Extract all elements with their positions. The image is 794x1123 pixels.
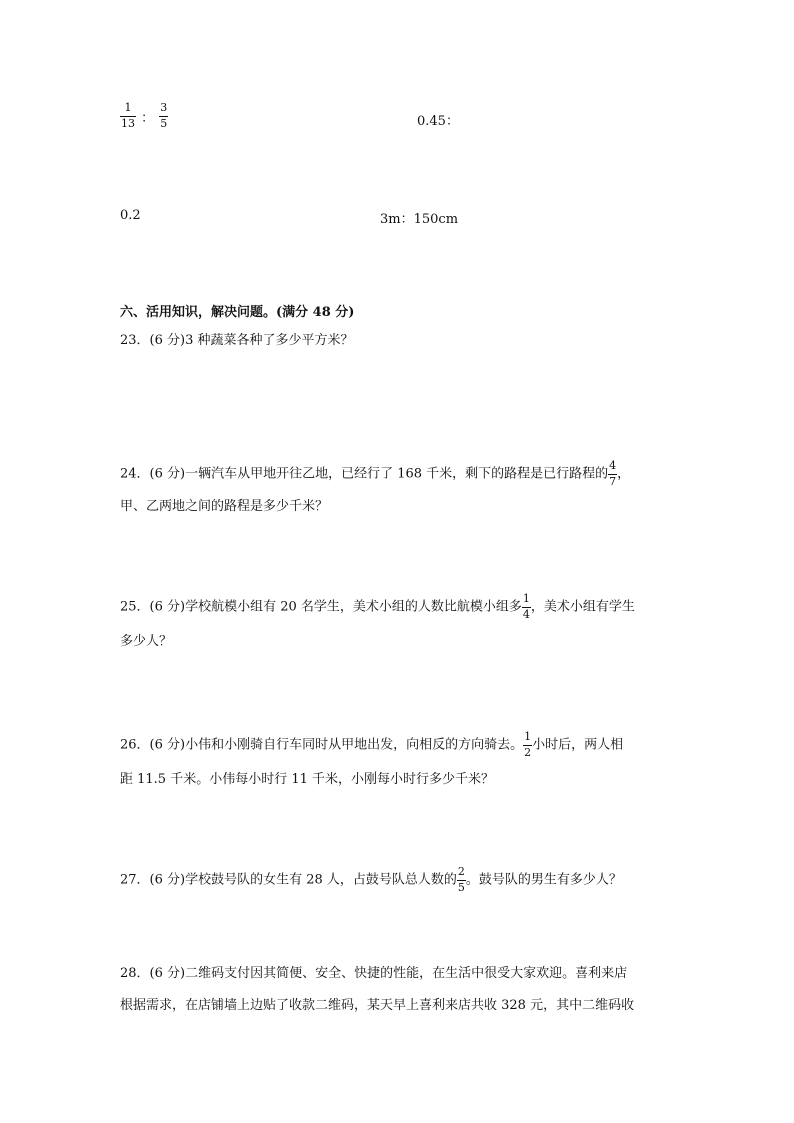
fraction — [523, 731, 532, 759]
fraction — [522, 593, 531, 621]
question-text: 。鼓号队的男生有多少人？ — [465, 872, 622, 888]
ratio-expression-decimal: 0.45： — [417, 114, 459, 129]
ratio-expression-fractions — [120, 102, 168, 130]
fraction — [159, 102, 168, 130]
fraction-numerator: 1 — [124, 101, 132, 114]
question-27 — [120, 866, 622, 894]
fraction-denominator: 2 — [524, 745, 532, 759]
fraction-numerator: 3 — [160, 101, 168, 114]
question-text: 小时后，两人相 — [532, 737, 624, 753]
question-24-line-2: 甲、乙两地之间的路程是多少千米？ — [120, 499, 329, 514]
question-28-line-2: 根据需求，在店铺墙上边贴了收款二维码，某天早上喜利来店共收 328 元，其中二维码收 — [120, 998, 635, 1013]
fraction-numerator: 2 — [457, 865, 465, 878]
fraction-denominator: 7 — [609, 474, 617, 488]
question-text: ，美术小组有学生 — [530, 599, 635, 615]
question-24-line-1 — [120, 460, 630, 488]
fraction — [608, 460, 617, 488]
question-26-line-2: 距 11.5 千米。小伟每小时行 11 千米，小刚每小时行多少千米？ — [120, 772, 495, 787]
question-text: 25．(6 分)学校航模小组有 20 名学生，美术小组的人数比航模小组多 — [120, 599, 522, 615]
fraction-denominator: 13 — [121, 116, 135, 130]
question-23: 23．(6 分)3 种蔬菜各种了多少平方米？ — [120, 333, 354, 348]
fraction-numerator: 1 — [522, 592, 530, 605]
question-26-line-1 — [120, 731, 623, 759]
ratio-colon: ： — [141, 110, 155, 126]
fraction — [120, 102, 136, 130]
fraction — [457, 866, 466, 894]
fraction-numerator: 4 — [609, 459, 617, 472]
ratio-expression-decimal-2: 0.2 — [120, 208, 141, 223]
ratio-expression-units: 3m：150cm — [380, 212, 459, 227]
question-25-line-2: 多少人？ — [120, 634, 173, 649]
section-heading: 六、活用知识，解决问题。(满分 48 分) — [120, 305, 355, 320]
fraction-numerator: 1 — [524, 730, 532, 743]
question-text: ， — [617, 466, 631, 482]
question-28-line-1: 28．(6 分)二维码支付因其简便、安全、快捷的性能，在生活中很受大家欢迎。喜利来店 — [120, 966, 628, 981]
question-text: 26．(6 分)小伟和小刚骑自行车同时从甲地出发，向相反的方向骑去。 — [120, 737, 524, 753]
fraction-denominator: 5 — [160, 116, 168, 130]
question-text: 24．(6 分)一辆汽车从甲地开往乙地，已经行了 168 千米，剩下的路程是已行路程的 — [120, 466, 609, 482]
fraction-denominator: 4 — [522, 607, 530, 621]
fraction-denominator: 5 — [457, 880, 465, 894]
question-25-line-1 — [120, 593, 635, 621]
question-text: 27．(6 分)学校鼓号队的女生有 28 人，占鼓号队总人数的 — [120, 872, 457, 888]
